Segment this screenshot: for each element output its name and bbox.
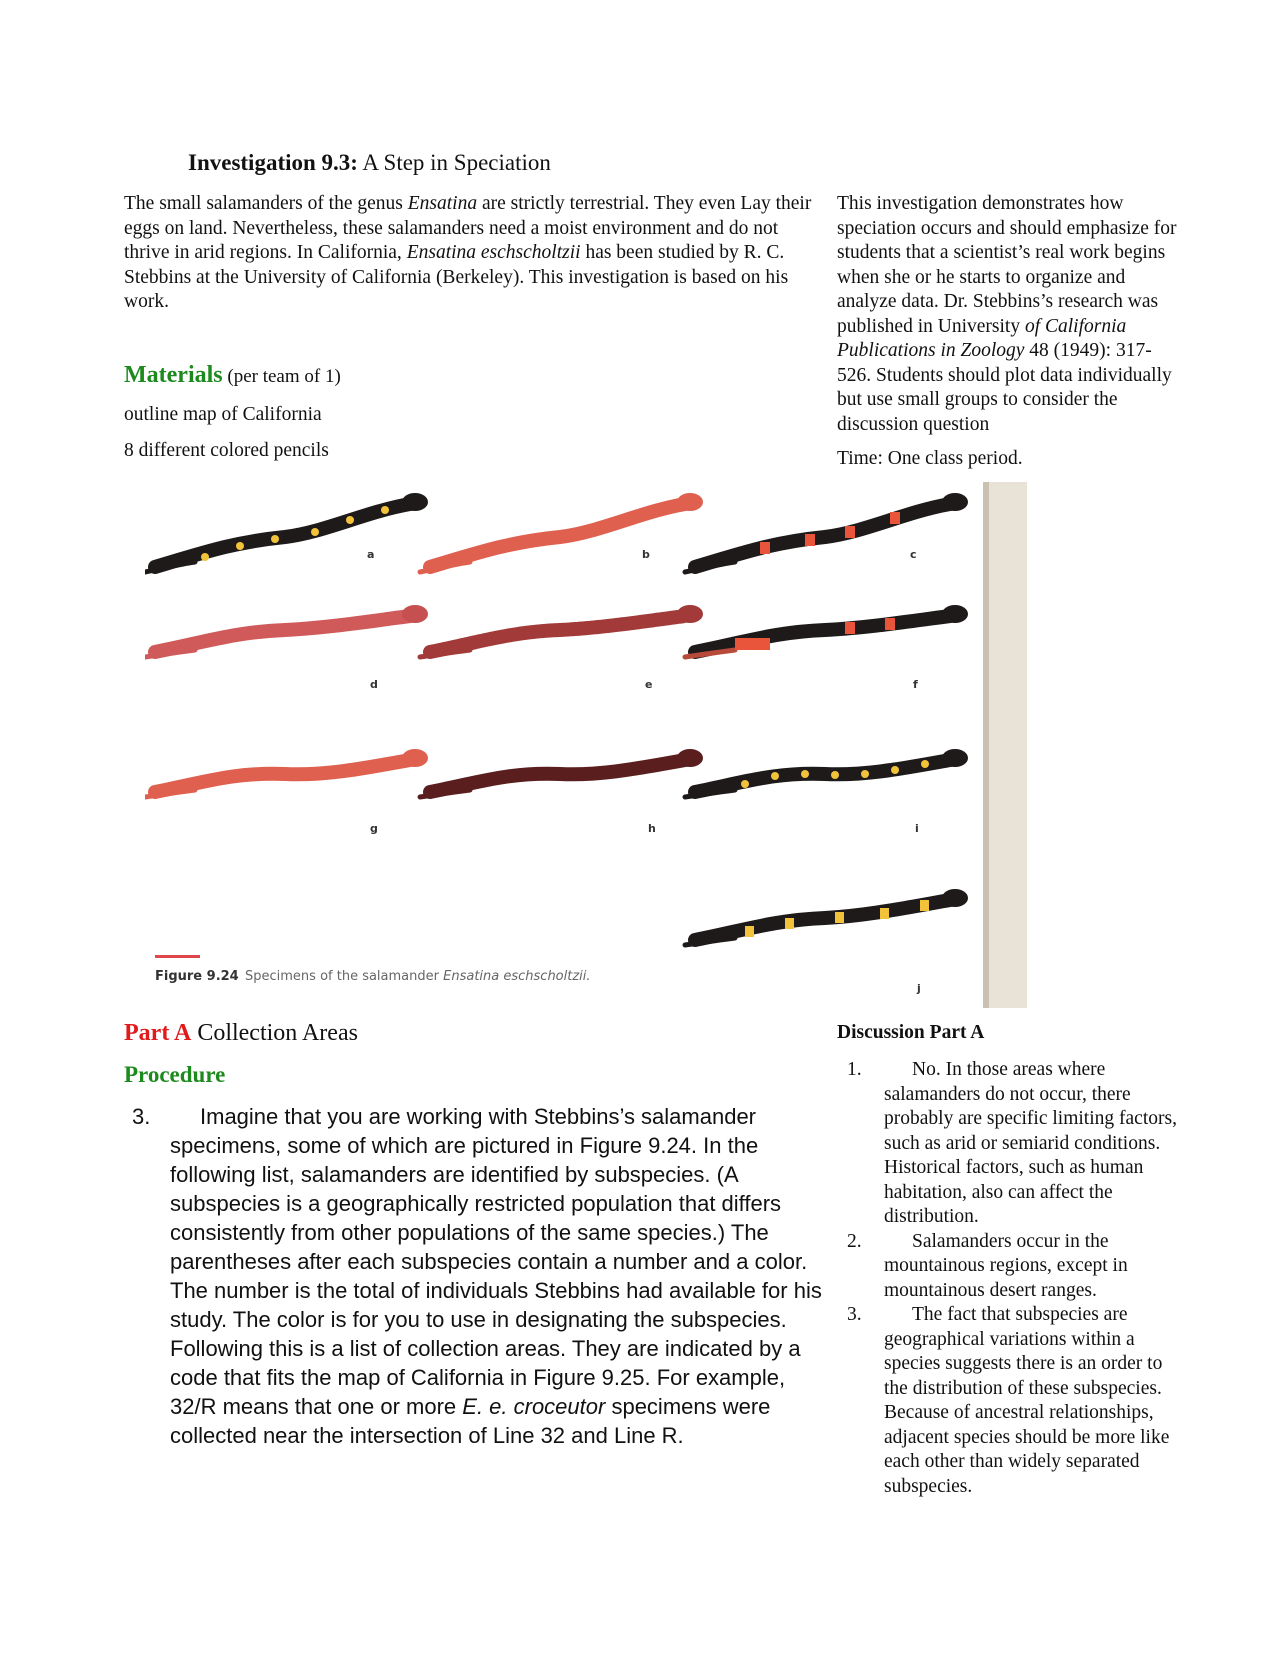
teacher-note-text-b: 48 (1949): 317- 526. Students should plot data individually but use small groups to consider the discussion question: [837, 340, 1172, 435]
intro-paragraph: [124, 192, 824, 315]
caption-accent: [155, 955, 200, 958]
materials-item: outline map of California: [124, 404, 322, 425]
intro-species: Ensatina eschscholtzii: [406, 242, 581, 263]
procedure-heading: Procedure: [124, 1062, 226, 1087]
teacher-note: [837, 192, 1177, 472]
discussion-text: No. In those areas where salamanders do not occur, there probably are specific limiting factors, such as arid or semiarid conditions. Historical factors, such as human habitation, also can affect the distribution.: [884, 1059, 1177, 1227]
specimen-label: e: [645, 678, 653, 691]
teacher-note-text-a: This investigation demonstrates how speciation occurs and should emphasize for students that a scientist’s real work begins when she or he starts to organize and analyze data. Dr. Stebbins’s research was published in University: [837, 193, 1177, 337]
specimen-j: [685, 889, 968, 995]
part-a-heading: [124, 1020, 358, 1047]
discussion-number: 2.: [847, 1230, 862, 1252]
specimen-a: [145, 493, 428, 572]
specimen-label: h: [648, 822, 656, 835]
discussion-number: 3.: [847, 1304, 862, 1325]
discussion-text: The fact that subspecies are geographical variations within a species suggests there is an order to the distribution of these subspecies. Because of ancestral relationships, adjacent species should be more like each other than widely separated subspecies.: [884, 1304, 1170, 1497]
specimen-label: c: [910, 548, 917, 561]
specimen-g: [145, 749, 428, 835]
part-a-label: Part A: [124, 1020, 192, 1046]
figure-caption: Specimens of the salamander Ensatina eschscholtzii.: [245, 969, 591, 984]
specimen-label: j: [917, 982, 921, 995]
figure-salamanders: [145, 482, 1030, 1008]
part-a-title: Collection Areas: [191, 1020, 358, 1046]
discussion-item: [837, 1303, 1177, 1499]
specimen-label: d: [370, 678, 378, 691]
intro-text-c: has been studied by R. C. Stebbins at the University of California (Berkeley). This investigation is based on his work.: [124, 242, 789, 312]
specimen-f: [685, 605, 968, 691]
specimen-d: [145, 605, 428, 691]
page-title: [188, 150, 551, 176]
step-text-b: specimens were collected near the intersection of Line 32 and Line R.: [170, 1394, 771, 1448]
step-subspecies: E. e. croceutor: [462, 1394, 606, 1419]
materials-item: 8 different colored pencils: [124, 440, 329, 461]
specimen-label: b: [642, 548, 650, 561]
materials-heading: [124, 362, 341, 389]
title-rest: A Step in Speciation: [357, 150, 551, 175]
procedure-step: [124, 1102, 824, 1450]
specimen-label: i: [915, 822, 919, 835]
materials-label: Materials: [124, 362, 223, 388]
intro-text-a: The small salamanders of the genus: [124, 193, 408, 214]
discussion-list: [837, 1058, 1177, 1499]
specimen-label: a: [367, 548, 375, 561]
step-text-a: Imagine that you are working with Stebbins’s salamander specimens, some of which are pictured in Figure 9.24. In the following list, salamanders are identified by subspecies. (A subspecies is a geographically restricted population that differs consistently from other populations of the same species.) The parentheses after each subspecies contain a number and a color. The number is the total of individuals Stebbins had available for his study. The color is for you to use in designating the subspecies. Following this is a list of collection areas. They are indicated by a code that fits the map of California in Figure 9.25. For example, 32/R means that one or more: [170, 1104, 822, 1419]
specimen-c: [685, 493, 968, 572]
specimen-label: g: [370, 822, 378, 835]
salamander-illustration: [145, 482, 1030, 1008]
book-page-edge: [983, 482, 1027, 1008]
discussion-heading: Discussion Part A: [837, 1022, 985, 1043]
time-note: Time: One class period.: [837, 448, 1023, 469]
book-page-shadow: [983, 482, 989, 1008]
discussion-number: 1.: [847, 1059, 862, 1080]
materials-note: (per team of 1): [222, 366, 341, 387]
specimen-b: [420, 493, 703, 572]
intro-genus: Ensatina: [407, 193, 478, 214]
teacher-note-journal: of California Publications in Zoology: [837, 315, 1127, 361]
specimen-e: [420, 605, 703, 691]
figure-label: Figure 9.24: [155, 969, 239, 984]
intro-text-b: are strictly terrestrial. They even Lay their eggs on land. Nevertheless, these salamanders need a moist environment and do not thrive in arid regions. In California,: [124, 193, 812, 263]
discussion-text: Salamanders occur in the mountainous regions, except in mountainous desert ranges.: [884, 1230, 1128, 1301]
specimen-label: f: [913, 678, 918, 691]
specimen-i: [685, 749, 968, 835]
discussion-item: [837, 1058, 1177, 1230]
specimen-h: [420, 749, 703, 835]
title-bold: Investigation 9.3:: [188, 150, 358, 175]
step-number: 3.: [132, 1104, 151, 1129]
discussion-item: [837, 1230, 1177, 1304]
